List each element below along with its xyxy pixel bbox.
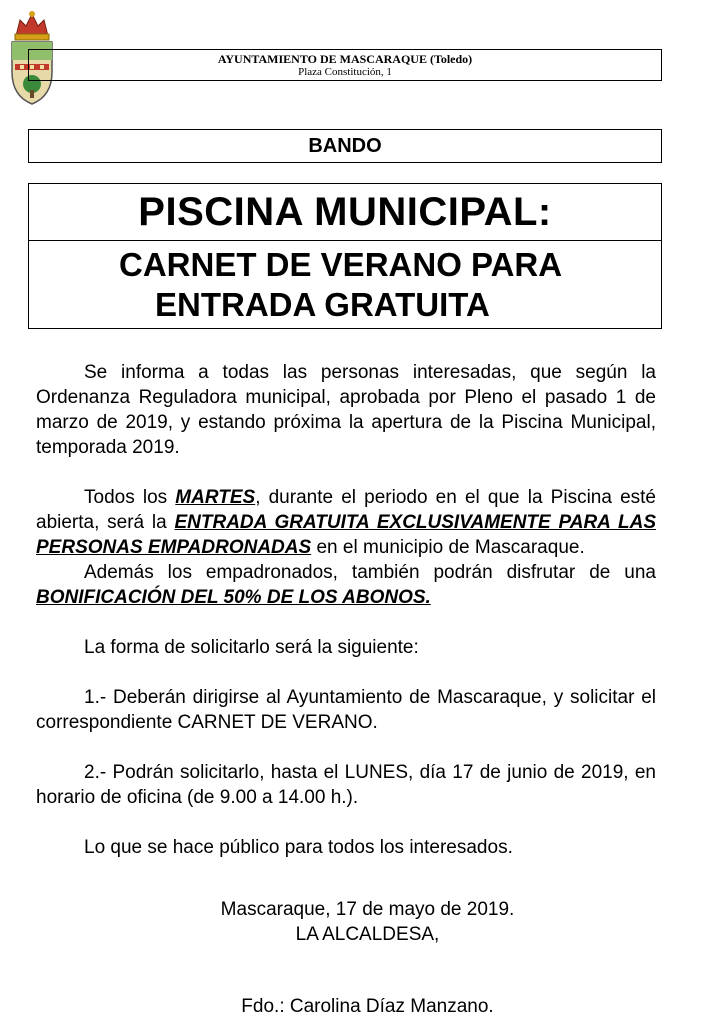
bando-label: BANDO xyxy=(28,129,662,163)
paragraph-procedure: La forma de solicitarlo será la siguiente: xyxy=(84,637,419,658)
signatory-role: LA ALCALDESA, xyxy=(295,924,440,945)
subtitle-line-1: CARNET DE VERANO PARA xyxy=(119,246,563,283)
highlight-free-entry: ENTRADA GRATUITA EXCLUSIVAMENTE PARA LAS PERSONAS EMPADRONADAS xyxy=(36,512,656,558)
highlight-discount: BONIFICACIÓN DEL 50% DE LOS ABONOS. xyxy=(36,587,431,608)
header-box xyxy=(28,49,662,81)
subtitle-line-2: ENTRADA GRATUITA xyxy=(155,286,490,323)
page-title: PISCINA MUNICIPAL: xyxy=(138,190,552,234)
title-box xyxy=(28,183,662,329)
notice-body xyxy=(36,360,656,860)
highlight-martes: MARTES xyxy=(175,487,256,508)
signature-line: Fdo.: Carolina Díaz Manzano. xyxy=(241,996,494,1017)
header-address: Plaza Constitución, 1 xyxy=(298,66,392,78)
paragraph-public: Lo que se hace público para todos los interesados. xyxy=(84,837,513,858)
paragraph-intro: Se informa a todas las personas interesadas, que según la Ordenanza Reguladora municipal, aprobada por Pleno el pasado 1 de marzo de 2019, y estando próxima la apertura de la Piscina Municipal, temporada 2019. xyxy=(36,362,656,458)
title-divider xyxy=(29,240,661,241)
paragraph-discount: Además los empadronados, también podrán disfrutar de una BONIFICACIÓN DEL 50% DE LOS ABONOS. xyxy=(36,562,656,608)
header-title: AYUNTAMIENTO DE MASCARAQUE (Toledo) xyxy=(217,52,473,66)
paragraph-tuesdays: Todos los MARTES, durante el periodo en el que la Piscina esté abierta, será la ENTRADA GRATUITA EXCLUSIVAMENTE PARA LAS PERSONAS EMPADRONADAS en el municipio de Mascaraque. xyxy=(36,487,656,558)
paragraph-step-2: 2.- Podrán solicitarlo, hasta el LUNES, día 17 de junio de 2019, en horario de oficina (de 9.00 a 14.00 h.). xyxy=(36,762,656,808)
paragraph-step-1: 1.- Deberán dirigirse al Ayuntamiento de Mascaraque, y solicitar el correspondiente CARNET DE VERANO. xyxy=(36,687,656,733)
place-date: Mascaraque, 17 de mayo de 2019. xyxy=(220,899,515,920)
